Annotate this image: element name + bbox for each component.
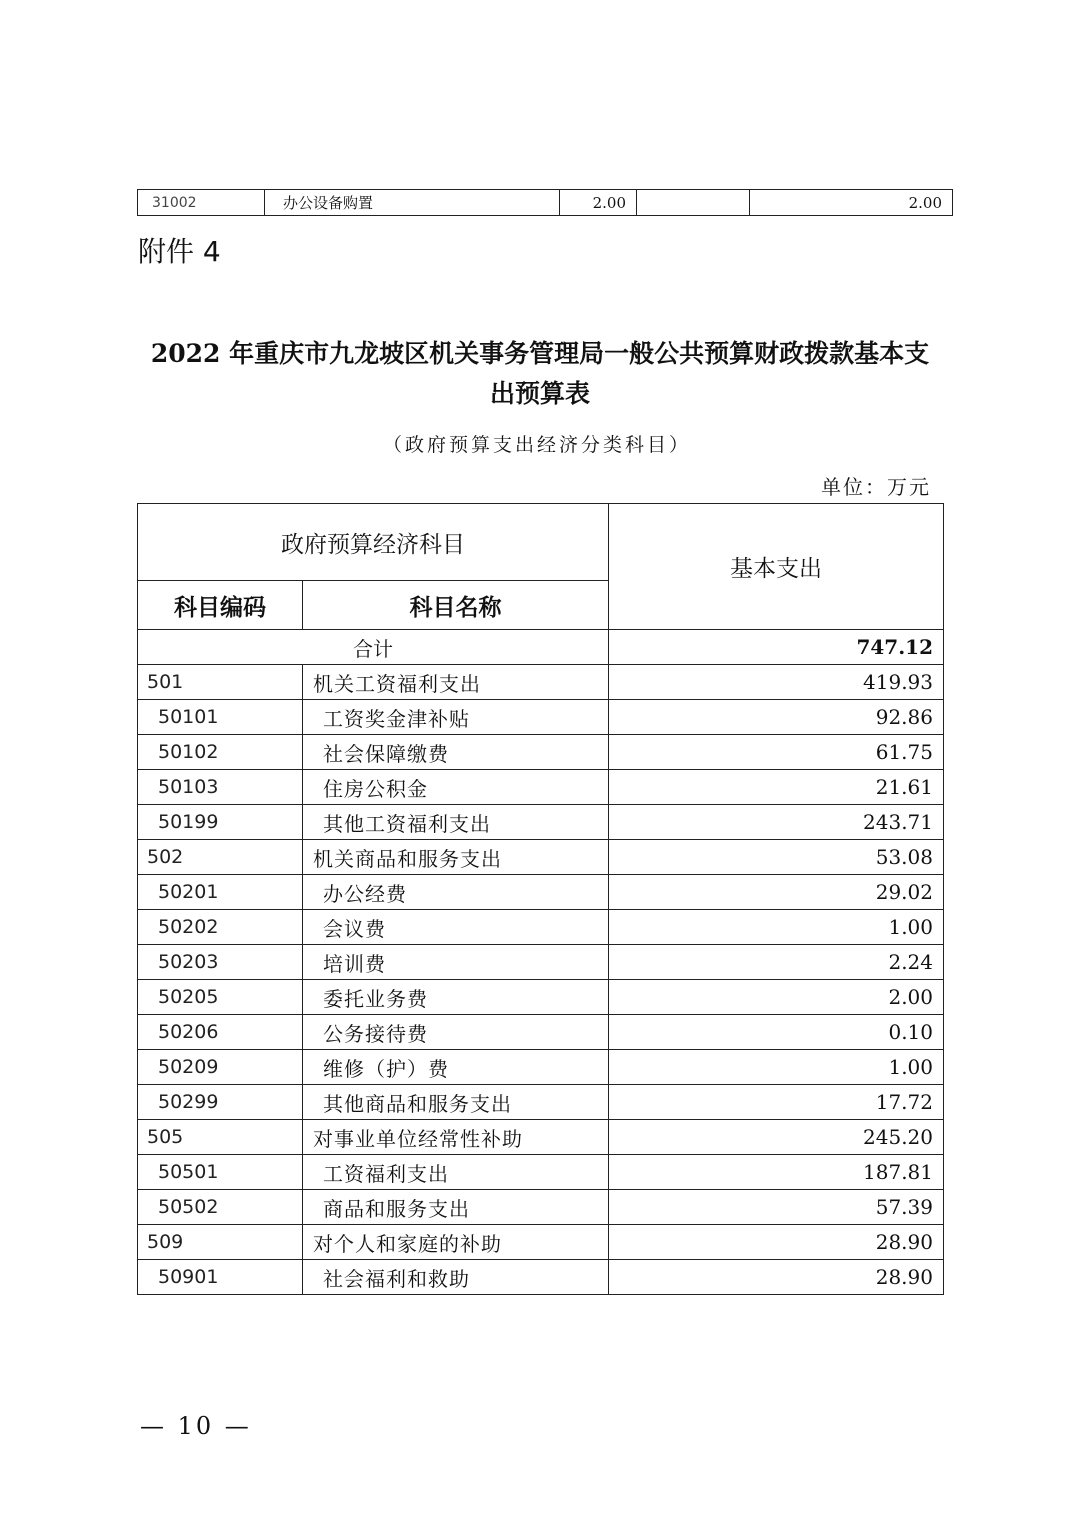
basic-expenditure-value: 187.81 — [609, 1155, 944, 1190]
subject-code: 509 — [138, 1225, 303, 1260]
basic-expenditure-value: 21.61 — [609, 770, 944, 805]
table-row — [138, 1120, 944, 1155]
subject-code: 50202 — [138, 910, 303, 945]
header-row — [138, 504, 944, 581]
basic-expenditure-value: 1.00 — [609, 910, 944, 945]
subject-code: 50201 — [138, 875, 303, 910]
row-empty-cell — [637, 190, 750, 216]
subject-name: 住房公积金 — [303, 770, 609, 805]
subject-name: 工资福利支出 — [303, 1155, 609, 1190]
subject-name: 其他工资福利支出 — [303, 805, 609, 840]
title-line-2: 出预算表 — [489, 379, 590, 408]
basic-expenditure-value: 61.75 — [609, 735, 944, 770]
subject-code: 502 — [138, 840, 303, 875]
row-code: 31002 — [138, 190, 265, 216]
basic-expenditure-value: 29.02 — [609, 875, 944, 910]
basic-expenditure-value: 245.20 — [609, 1120, 944, 1155]
unit-label: 单位：万元 — [821, 475, 931, 499]
subject-code: 50103 — [138, 770, 303, 805]
basic-expenditure-value: 0.10 — [609, 1015, 944, 1050]
subject-code: 50206 — [138, 1015, 303, 1050]
subject-name: 公务接待费 — [303, 1015, 609, 1050]
total-label: 合计 — [138, 630, 609, 665]
page-number: — 10 — — [140, 1412, 252, 1440]
basic-expenditure-value: 419.93 — [609, 665, 944, 700]
table-row — [138, 1190, 944, 1225]
subject-name: 机关工资福利支出 — [303, 665, 609, 700]
subject-name: 商品和服务支出 — [303, 1190, 609, 1225]
subject-code: 501 — [138, 665, 303, 700]
subject-code: 50901 — [138, 1260, 303, 1295]
subject-code: 50299 — [138, 1085, 303, 1120]
table-row — [138, 665, 944, 700]
total-row — [138, 630, 944, 665]
basic-expenditure-value: 243.71 — [609, 805, 944, 840]
subject-name: 维修（护）费 — [303, 1050, 609, 1085]
basic-expenditure-value: 2.24 — [609, 945, 944, 980]
table-row — [138, 700, 944, 735]
table-row — [138, 1085, 944, 1120]
subject-code: 50199 — [138, 805, 303, 840]
table-row — [138, 805, 944, 840]
subject-code: 50502 — [138, 1190, 303, 1225]
page-title — [130, 334, 950, 414]
basic-expenditure-value: 2.00 — [609, 980, 944, 1015]
table-row — [138, 1015, 944, 1050]
subject-code: 50203 — [138, 945, 303, 980]
table-row — [138, 875, 944, 910]
row-name: 办公设备购置 — [265, 190, 560, 216]
basic-expenditure-value: 1.00 — [609, 1050, 944, 1085]
basic-expenditure-value: 57.39 — [609, 1190, 944, 1225]
subject-name: 其他商品和服务支出 — [303, 1085, 609, 1120]
subject-code: 50205 — [138, 980, 303, 1015]
budget-table — [137, 503, 944, 1295]
subject-name: 办公经费 — [303, 875, 609, 910]
page-subtitle: （政府预算支出经济分类科目） — [382, 434, 691, 456]
attachment-label: 附件 4 — [138, 235, 221, 268]
table-row — [138, 910, 944, 945]
table-row — [138, 945, 944, 980]
table-row — [138, 735, 944, 770]
basic-expenditure-value: 92.86 — [609, 700, 944, 735]
subject-code: 50101 — [138, 700, 303, 735]
basic-expenditure-value: 53.08 — [609, 840, 944, 875]
title-line-1: 2022 年重庆市九龙坡区机关事务管理局一般公共预算财政拨款基本支 — [150, 339, 930, 368]
basic-expenditure-value: 17.72 — [609, 1085, 944, 1120]
subject-name: 机关商品和服务支出 — [303, 840, 609, 875]
header-subject-name: 科目名称 — [303, 581, 609, 630]
subject-name: 对事业单位经常性补助 — [303, 1120, 609, 1155]
row-amount: 2.00 — [560, 190, 637, 216]
row-total: 2.00 — [750, 190, 953, 216]
subject-code: 50501 — [138, 1155, 303, 1190]
subject-name: 社会保障缴费 — [303, 735, 609, 770]
subject-name: 社会福利和救助 — [303, 1260, 609, 1295]
subject-code: 505 — [138, 1120, 303, 1155]
header-economic-subject: 政府预算经济科目 — [138, 504, 609, 581]
table-row — [138, 1155, 944, 1190]
table-row — [138, 1225, 944, 1260]
total-value: 747.12 — [609, 630, 944, 665]
table-row — [138, 1050, 944, 1085]
table-row — [138, 1260, 944, 1295]
table-row — [138, 770, 944, 805]
subject-name: 会议费 — [303, 910, 609, 945]
subject-name: 培训费 — [303, 945, 609, 980]
table-row — [138, 190, 953, 216]
table-row — [138, 980, 944, 1015]
basic-expenditure-value: 28.90 — [609, 1260, 944, 1295]
header-subject-code: 科目编码 — [138, 581, 303, 630]
header-basic-expenditure: 基本支出 — [609, 504, 944, 630]
subject-name: 对个人和家庭的补助 — [303, 1225, 609, 1260]
subject-code: 50209 — [138, 1050, 303, 1085]
subject-name: 委托业务费 — [303, 980, 609, 1015]
previous-page-table — [137, 189, 953, 216]
table-row — [138, 840, 944, 875]
basic-expenditure-value: 28.90 — [609, 1225, 944, 1260]
subject-name: 工资奖金津补贴 — [303, 700, 609, 735]
subject-code: 50102 — [138, 735, 303, 770]
